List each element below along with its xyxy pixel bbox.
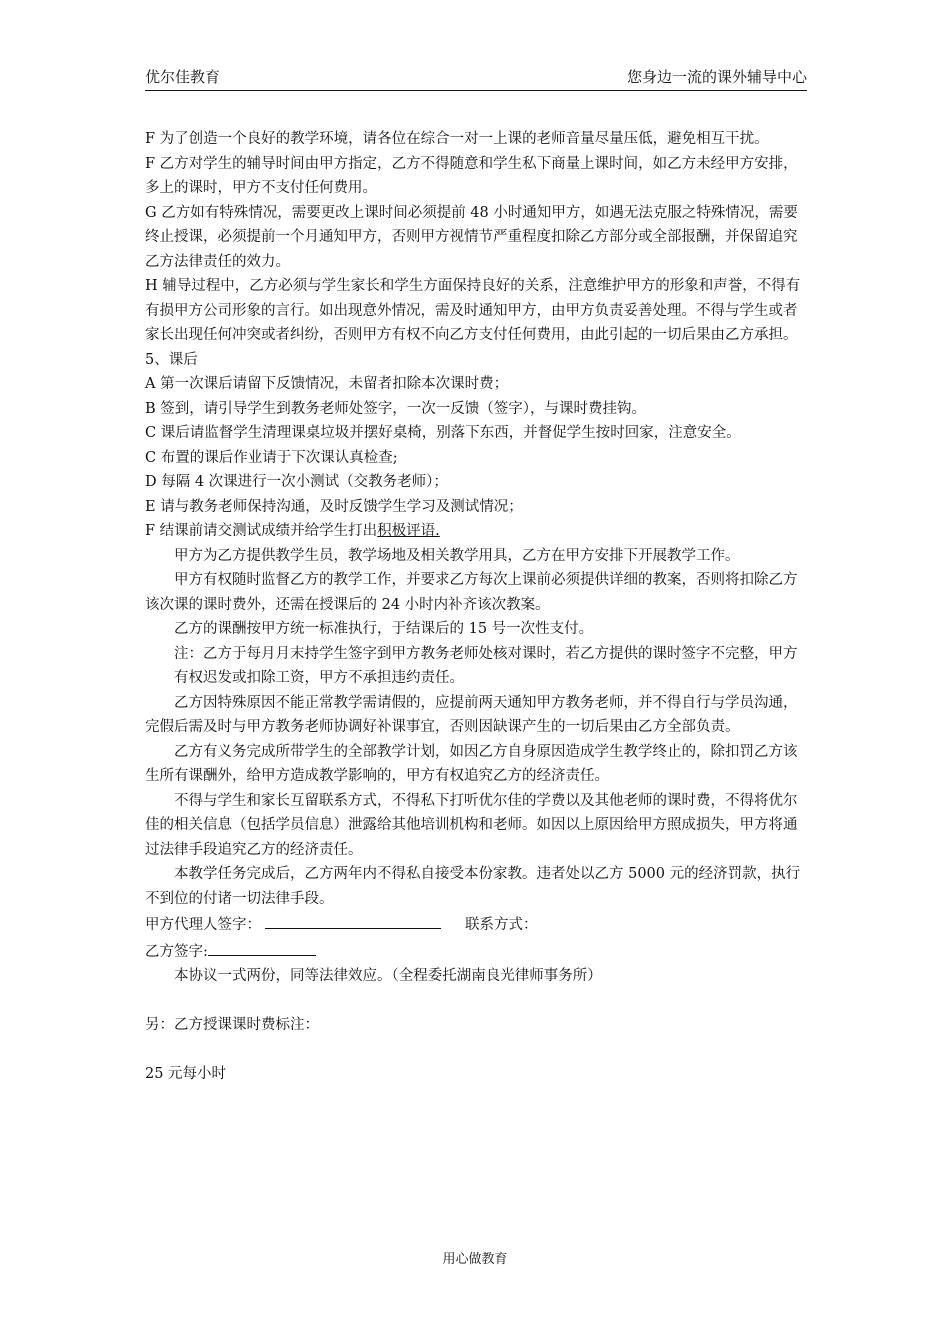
item-f-final-underlined: 积极评语. [377,523,440,539]
clause-supervise: 甲方有权随时监督乙方的教学工作，并要求乙方每次上课前必须提供详细的教案，否则将扣除乙方该次课的课时费外，还需在授课后的 24 小时内补齐该次教案。 [145,572,798,613]
clause-note: 注：乙方于每月月末持学生签字到甲方教务老师处核对课时，若乙方提供的课时签字不完整，甲方有权迟发或扣除工资，甲方不承担违约责任。 [174,645,798,686]
party-b-signature-label: 乙方签字: [145,943,208,960]
party-a-signature-line [265,911,441,929]
item-d-test: D 每隔 4 次课进行一次小测试（交教务老师）； [145,474,448,490]
clause-payment: 乙方的课酬按甲方统一标准执行，于结课后的 15 号一次性支付。 [174,621,594,637]
signature-row-a [145,911,810,938]
item-g-change: G 乙方如有特殊情况，需要更改上课时间必须提前 48 小时通知甲方，如遇无法克服之特殊情况，需要终止授课，必须提前一个月通知甲方，否则甲方视情节严重程度扣除乙方部分或全部报酬，并保留追究乙方法律责任的效力。 [145,204,798,270]
clause-provide: 甲方为乙方提供教学生员，教学场地及相关教学用具，乙方在甲方安排下开展教学工作。 [174,547,740,564]
item-f-final-text: F 结课前请交测试成绩并给学生打出 [145,523,378,539]
page-footer: 用心做教育 [442,1252,508,1267]
clause-obligation: 乙方有义务完成所带学生的全部教学计划，如因乙方自身原因造成学生教学终止的，除扣罚乙方该生所有课酬外，给甲方造成教学影响的，甲方有权追究乙方的经济责任。 [145,743,798,784]
party-a-signature-label: 甲方代理人签字： [145,917,261,933]
item-b-signin: B 签到，请引导学生到教务老师处签字，一次一反馈（签字），与课时费挂钩。 [145,400,647,417]
item-c-homework: C 布置的课后作业请于下次课认真检查; [145,449,398,466]
item-f-schedule: F 乙方对学生的辅导时间由甲方指定，乙方不得随意和学生私下商量上课时间，如乙方未经甲方安排，多上的课时，甲方不支付任何费用。 [145,155,798,196]
contact-label: 联系方式： [465,917,538,933]
page-header [145,66,807,91]
section-heading-after-class: 5、课后 [145,351,198,368]
header-slogan: 您身边一流的课外辅导中心 [626,68,807,86]
item-f-quiet: F 为了创造一个良好的教学环境，请各位在综合一对一上课的老师音量尽量压低，避免相互干扰。 [145,131,769,147]
item-a-feedback: A 第一次课后请留下反馈情况，未留者扣除本次课时费； [145,376,509,392]
document-body [145,127,810,1087]
fee-value: 25 元每小时 [145,1066,227,1082]
item-e-communication: E 请与教务老师保持沟通，及时反馈学生学习及测试情况； [145,498,523,515]
item-h-relations: H 辅导过程中，乙方必须与学生家长和学生方面保持良好的关系，注意维护甲方的形象和声誉，不得有有损甲方公司形象的言行。如出现意外情况，需及时通知甲方，由甲方负责妥善处理。不得与学生或者家长出现任何冲突或者纠纷，否则甲方有权不向乙方支付任何费用，由此引起的一切后果由乙方承担。 [145,278,801,343]
fee-note: 另：乙方授课课时费标注： [145,1017,319,1033]
item-c-cleanup: C 课后请监督学生清理课桌垃圾并摆好桌椅，别落下东西，并督促学生按时回家，注意安全。 [145,425,741,441]
clause-noncompete: 本教学任务完成后，乙方两年内不得私自接受本份家教。违者处以乙方 5000 元的经济罚款，执行不到位的付诸一切法律手段。 [145,866,801,907]
agreement-note: 本协议一式两份，同等法律效应。（全程委托湖南良光律师事务所） [174,968,602,984]
signature-row-b [145,938,810,965]
header-org-name: 优尔佳教育 [145,68,221,86]
clause-leave: 乙方因特殊原因不能正常教学需请假的，应提前两天通知甲方教务老师，并不得自行与学员沟通，完假后需及时与甲方教务老师协调好补课事宜，否则因缺课产生的一切后果由乙方全部负责。 [145,694,798,735]
item-f-final-test [145,519,810,544]
party-b-signature-line [208,938,316,956]
clause-confidential: 不得与学生和家长互留联系方式，不得私下打听优尔佳的学费以及其他老师的课时费，不得将优尔佳的相关信息（包括学员信息）泄露给其他培训机构和老师。如因以上原因给甲方照成损失，甲方将通过法律手段追究乙方的经济责任。 [145,792,798,858]
